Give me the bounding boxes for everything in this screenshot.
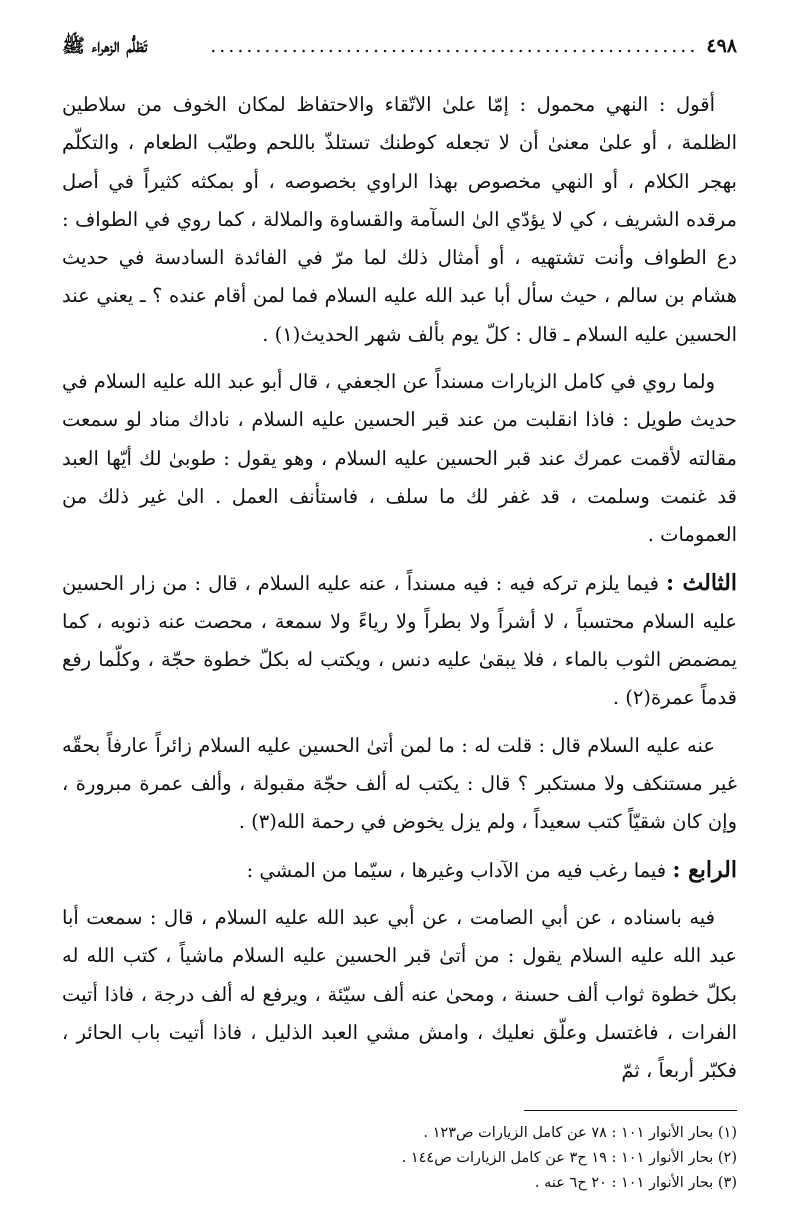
footnote-separator xyxy=(524,1110,737,1111)
footnote-3: (٣) بحار الأنوار ١٠١ : ٢٠ ح٦ عنه . xyxy=(534,1175,737,1192)
paragraph-6: فيه باسناده ، عن أبي الصامت ، عن أبي عبد الله عليه السلام ، قال : سمعت أبا عبد الله عليه السلام يقول : من أتىٰ قبر الحسين عليه السلام ماشياً ، كتب الله له بكلّ خطوة ثواب ألف حسنة ، ومحىٰ عنه ألف سيّئة ، ويرفع له ألف درجة ، فاذا أتيت الفرات ، فاغتسل وعلّق نعليك ، وامش مشي العبد الذليل ، فاذا أتيت باب الحائر ، فكبّر أربعاً ، ثمّ xyxy=(62,905,737,1083)
paragraph-5 xyxy=(62,851,737,890)
paragraph-1: أقول : النهي محمول : إمّا علىٰ الاتّقاء والاحتفاظ لمكان الخوف من سلاطين الظلمة ، أو علىٰ معنىٰ أن لا تجعله كوطنك تستلذّ باللحم وطيّب الطعام ، والتكلّم بهجر الكلام ، أو النهي مخصوص بهذا الراوي بخصوصه ، أو بمكثه كثيراً في أصل مرقده الشريف ، كي لا يؤدّي الىٰ السآمة والقساوة والملالة ، كما روي في الطواف : دع الطواف وأنت تشتهيه ، أو أمثال ذلك لما مرّ في الفائدة السادسة في حديث هشام بن سالم ، حيث سأل أبا عبد الله عليه السلام فما لمن أقام عنده ؟ ـ يعني عند الحسين عليه السلام ـ قال : كلّ يوم بألف شهر الحديث(١) . xyxy=(62,93,737,346)
paragraph-5-text: فيما رغب فيه من الآداب وغيرها ، سيّما من المشي : xyxy=(246,858,673,882)
page xyxy=(62,34,737,1196)
running-header xyxy=(62,34,737,74)
footnote-1: (١) بحار الأنوار ١٠١ : ٧٨ عن كامل الزيارات ص١٢٣ . xyxy=(423,1125,737,1142)
leader-dots: ...................................................... xyxy=(210,35,699,57)
paragraph-3-text: فيما يلزم تركه فيه : فيه مسنداً ، عنه عليه السلام ، قال : من زار الحسين عليه السلام محتسباً ، لا أشراً ولا بطراً ولا رياءً ولا سمعة ، محصت عنه ذنوبه ، كما يمضمض الثوب بالماء ، فلا يبقىٰ عليه دنس ، ويكتب له بكلّ خطوة حجّة ، وكلّما رفع قدماً عمرة(٢) . xyxy=(62,571,737,710)
page-number: ٤٩٨ xyxy=(706,35,737,57)
paragraph-2: ولما روي في كامل الزيارات مسنداً عن الجعفي ، قال أبو عبد الله عليه السلام في حديث طويل : فاذا انقلبت من عند قبر الحسين عليه السلام ، ناداك مناد لو سمعت مقالته لأقمت عمرك عند قبر الحسين عليه السلام ، وهو يقول : طوبىٰ لك أيّها العبد قد غنمت وسلمت ، قد غفر لك ما سلف ، فاستأنف العمل . الىٰ غير ذلك من العمومات . xyxy=(62,370,737,547)
footnote-2: (٢) بحار الأنوار ١٠١ : ١٩ ح٣ عن كامل الزيارات ص١٤٤ . xyxy=(401,1150,737,1167)
main-text xyxy=(62,86,737,1090)
section-heading-fourth: الرابع : xyxy=(672,856,737,883)
section-heading-third: الثالث : xyxy=(665,569,737,596)
footnotes xyxy=(62,1121,737,1196)
running-title: تَظلُّم الزهراء ﷺ xyxy=(62,35,148,57)
paragraph-4: عنه عليه السلام قال : قلت له : ما لمن أتىٰ الحسين عليه السلام زائراً عارفاً بحقّه غير مستنكف ولا مستكبر ؟ قال : يكتب له ألف حجّة مقبولة ، وألف عمرة مبرورة ، وإن كان شقيّاً كتب سعيداً ، ولم يزل يخوض في رحمة الله(٣) . xyxy=(62,733,737,834)
paragraph-3 xyxy=(62,564,737,718)
